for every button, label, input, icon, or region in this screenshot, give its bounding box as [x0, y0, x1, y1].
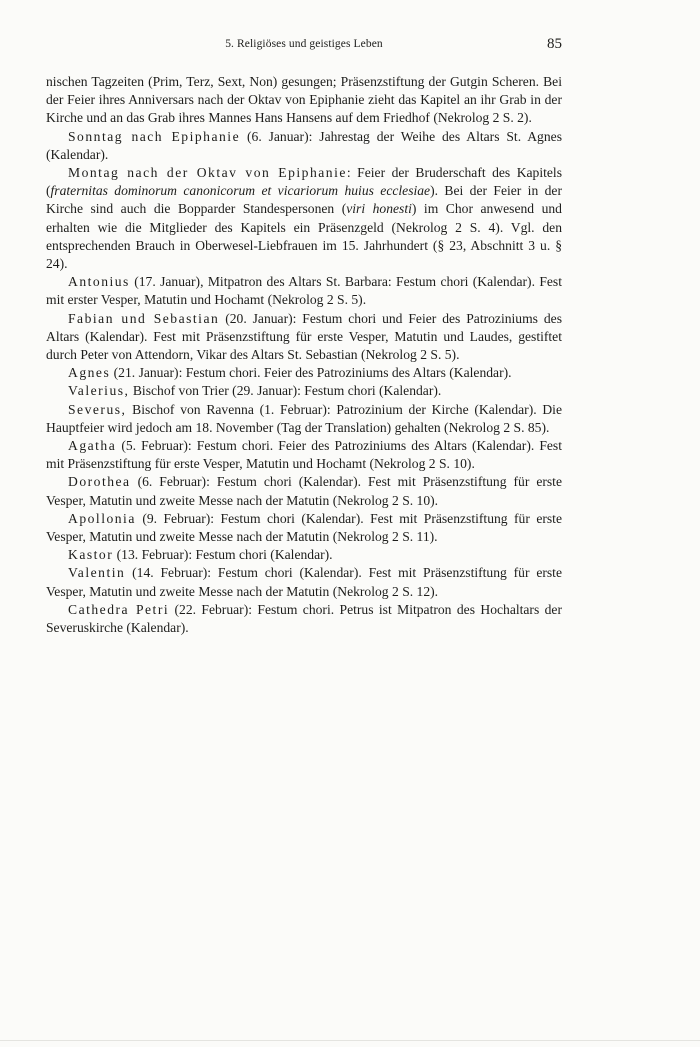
page-header	[46, 36, 562, 56]
feast-entry-valentin	[46, 564, 562, 600]
feast-entry-kastor	[46, 546, 562, 564]
paragraph-continuation	[46, 73, 562, 128]
feast-entry-apollonia	[46, 510, 562, 546]
feast-text: (6. Februar): Festum chori (Kalendar). Fest mit Präsenzstiftung für erste Vesper, Matutin und zweite Messe nach der Matutin (Nekrolog 2 S. 10).	[46, 474, 562, 508]
feast-name: Fabian und Sebastian	[68, 310, 220, 326]
latin-phrase: viri honesti	[346, 201, 412, 217]
feast-entry-cathedra-petri	[46, 601, 562, 637]
feast-entry-valerius	[46, 382, 562, 400]
latin-phrase: fraternitas dominorum canonicorum et vicariorum huius ecclesiae	[50, 183, 431, 199]
feast-entry-agnes	[46, 364, 562, 382]
feast-text: Bischof von Trier (29. Januar): Festum chori (Kalendar).	[129, 383, 442, 399]
feast-name: Valentin	[68, 565, 126, 581]
feast-text: (22. Februar): Festum chori. Petrus ist Mitpatron des Hochaltars der Severuskirche (Kalendar).	[46, 601, 562, 636]
feast-name: Agnes	[68, 365, 111, 381]
feast-text: (13. Februar): Festum chori (Kalendar).	[113, 547, 333, 563]
feast-name: Dorothea	[68, 474, 131, 490]
feast-entry-antonius	[46, 273, 562, 309]
feast-entry-dorothea	[46, 473, 562, 509]
feast-name: Montag nach der Oktav von Epiphanie	[68, 165, 347, 181]
feast-text: (21. Januar): Festum chori. Feier des Patroziniums des Altars (Kalendar).	[110, 365, 512, 381]
feast-name: Cathedra Petri	[68, 601, 170, 617]
page-number: 85	[547, 36, 562, 52]
scan-edge-divider	[0, 1040, 700, 1041]
feast-entry-montag-nach-oktav	[46, 164, 562, 273]
feast-text: : Feier der Bruderschaft des Kapitels (	[46, 165, 562, 199]
feast-entry-agatha	[46, 437, 562, 473]
feast-name: Valerius,	[68, 383, 130, 399]
feast-text: ) im Chor anwesend und erhalten wie die Mitglieder des Kapitels ein Präsenzgeld (Nekrolog 2 S. 4). Vgl. den entsprechenden Brauch in Oberwesel-Liebfrauen im 15. Jahrhundert (§ 23, Abschnitt 3 u. § 24).	[46, 201, 562, 272]
feast-name: Kastor	[68, 547, 114, 563]
feast-text: Bischof von Ravenna (1. Februar): Patrozinium der Kirche (Kalendar). Die Hauptfeier wird jedoch am 18. November (Tag der Translation) gehalten (Nekrolog 2 S. 85).	[46, 401, 562, 435]
feast-text: (6. Januar): Jahrestag der Weihe des Altars St. Agnes (Kalendar).	[46, 128, 562, 162]
feast-name: Severus,	[68, 401, 127, 417]
feast-name: Agatha	[68, 438, 117, 454]
feast-text: (5. Februar): Festum chori. Feier des Patroziniums des Altars (Kalendar). Fest mit Präsenzstiftung für erste Vesper, Matutin und Hochamt (Nekrolog 2 S. 10).	[46, 438, 562, 472]
feast-text: (17. Januar), Mitpatron des Altars St. Barbara: Festum chori (Kalendar). Fest mit erster Vesper, Matutin und Hochamt (Nekrolog 2 S. 5).	[46, 274, 562, 308]
paragraph-text: nischen Tagzeiten (Prim, Terz, Sext, Non) gesungen; Präsenzstiftung der Gutgin Scheren. Bei der Feier ihres Anniversars nach der Oktav von Epiphanie zieht das Kapitel an ihr Grab in der Kirche und an das Grab ihres Mannes Hans Hansens auf dem Friedhof (Nekrolog 2 S. 2).	[46, 74, 562, 126]
feast-text: (9. Februar): Festum chori (Kalendar). Fest mit Präsenzstiftung für erste Vesper, Matutin und zweite Messe nach der Matutin (Nekrolog 2 S. 11).	[46, 510, 562, 545]
feast-name: Apollonia	[68, 510, 136, 526]
feast-entry-severus	[46, 401, 562, 437]
feast-text: (14. Februar): Festum chori (Kalendar). Fest mit Präsenzstiftung für erste Vesper, Matutin und zweite Messe nach der Matutin (Nekrolog 2 S. 12).	[46, 565, 562, 599]
feast-entry-sonntag-nach-epiphanie	[46, 128, 562, 164]
feast-name: Antonius	[68, 274, 130, 290]
feast-text: ). Bei der Feier in der Kirche sind auch die Bopparder Standespersonen (	[46, 183, 562, 217]
body-text	[46, 73, 562, 637]
running-head: 5. Religiöses und geistiges Leben	[225, 38, 383, 50]
feast-entry-fabian-sebastian	[46, 310, 562, 365]
feast-name: Sonntag nach Epiphanie	[68, 128, 241, 144]
feast-text: (20. Januar): Festum chori und Feier des Patroziniums des Altars (Kalendar). Fest mit Präsenzstiftung für erste Vesper, Matutin und Laudes, gestiftet durch Peter von Attendorn, Vikar des Altars St. Sebastian (Nekrolog 2 S. 5).	[46, 310, 562, 363]
